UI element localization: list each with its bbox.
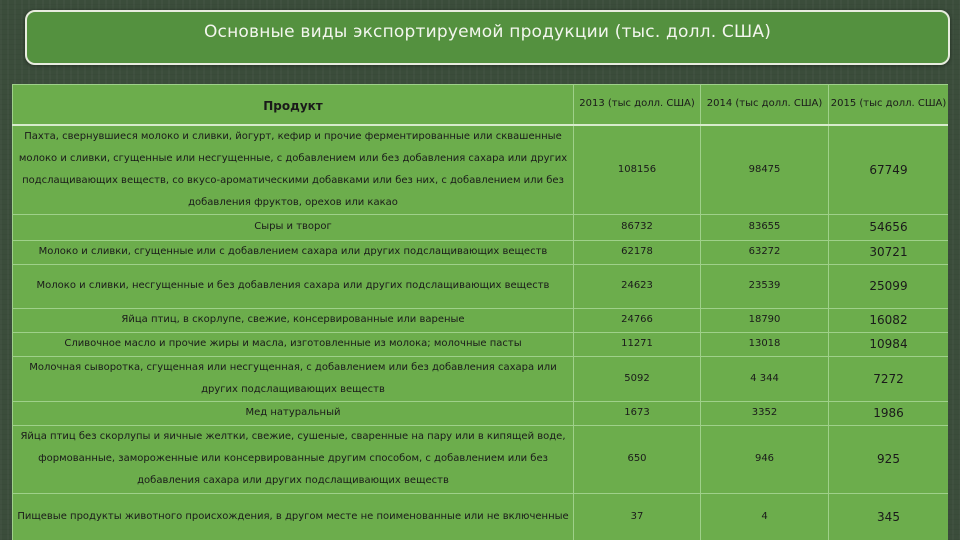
value-2015-cell: 25099 [829, 264, 949, 308]
value-2014-cell: 4 [701, 493, 829, 540]
value-2013-cell: 11271 [574, 332, 701, 356]
title-banner [25, 10, 950, 65]
value-2013-cell: 5092 [574, 356, 701, 401]
value-2014-cell: 98475 [701, 125, 829, 215]
value-2015-cell: 7272 [829, 356, 949, 401]
table-row [13, 125, 949, 215]
header-2014: 2014 (тыс долл. США) [701, 85, 829, 125]
export-table-container [12, 84, 948, 540]
value-2015-cell: 345 [829, 493, 949, 540]
product-cell: Сыры и творог [13, 214, 574, 240]
table-row [13, 356, 949, 401]
table-row [13, 332, 949, 356]
value-2015-cell: 10984 [829, 332, 949, 356]
value-2014-cell: 3352 [701, 401, 829, 425]
product-cell: Пищевые продукты животного происхождения, в другом месте не поименованные или не включенные [13, 493, 574, 540]
table-row [13, 401, 949, 425]
product-cell: Молоко и сливки, сгущенные или с добавлением сахара или других подслащивающих веществ [13, 240, 574, 264]
value-2014-cell: 63272 [701, 240, 829, 264]
value-2013-cell: 37 [574, 493, 701, 540]
value-2015-cell: 67749 [829, 125, 949, 215]
value-2013-cell: 86732 [574, 214, 701, 240]
header-2013: 2013 (тыс долл. США) [574, 85, 701, 125]
value-2014-cell: 4 344 [701, 356, 829, 401]
value-2013-cell: 108156 [574, 125, 701, 215]
product-cell: Яйца птиц без скорлупы и яичные желтки, свежие, сушеные, сваренные на пару или в кипящей воде, формованные, замороженные или консервированные другим способом, с добавлением или без добавления сахара или других подслащивающих веществ [13, 425, 574, 493]
value-2013-cell: 650 [574, 425, 701, 493]
product-cell: Яйца птиц, в скорлупе, свежие, консервированные или вареные [13, 308, 574, 332]
value-2015-cell: 925 [829, 425, 949, 493]
header-2015: 2015 (тыс долл. США) [829, 85, 949, 125]
table-row [13, 493, 949, 540]
value-2014-cell: 946 [701, 425, 829, 493]
product-cell: Пахта, свернувшиеся молоко и сливки, йогурт, кефир и прочие ферментированные или сквашенные молоко и сливки, сгущенные или несгущенные, с добавлением или без добавления сахара или других подслащивающих веществ, со вкусо-ароматическими добавками или без них, с добавлением или без добавления фруктов, орехов или какао [13, 125, 574, 215]
product-cell: Мед натуральный [13, 401, 574, 425]
value-2013-cell: 24766 [574, 308, 701, 332]
value-2013-cell: 1673 [574, 401, 701, 425]
value-2015-cell: 16082 [829, 308, 949, 332]
value-2014-cell: 83655 [701, 214, 829, 240]
value-2014-cell: 13018 [701, 332, 829, 356]
table-row [13, 214, 949, 240]
value-2015-cell: 1986 [829, 401, 949, 425]
table-row [13, 264, 949, 308]
product-cell: Молочная сыворотка, сгущенная или несгущенная, с добавлением или без добавления сахара или других подслащивающих веществ [13, 356, 574, 401]
export-table [12, 84, 948, 540]
product-cell: Сливочное масло и прочие жиры и масла, изготовленные из молока; молочные пасты [13, 332, 574, 356]
table-row [13, 425, 949, 493]
product-cell: Молоко и сливки, несгущенные и без добавления сахара или других подслащивающих веществ [13, 264, 574, 308]
value-2015-cell: 30721 [829, 240, 949, 264]
table-row [13, 308, 949, 332]
value-2013-cell: 62178 [574, 240, 701, 264]
header-product: Продукт [13, 85, 574, 125]
value-2013-cell: 24623 [574, 264, 701, 308]
page-title: Основные виды экспортируемой продукции (тыс. долл. США) [203, 22, 772, 42]
value-2015-cell: 54656 [829, 214, 949, 240]
value-2014-cell: 23539 [701, 264, 829, 308]
table-row [13, 240, 949, 264]
value-2014-cell: 18790 [701, 308, 829, 332]
